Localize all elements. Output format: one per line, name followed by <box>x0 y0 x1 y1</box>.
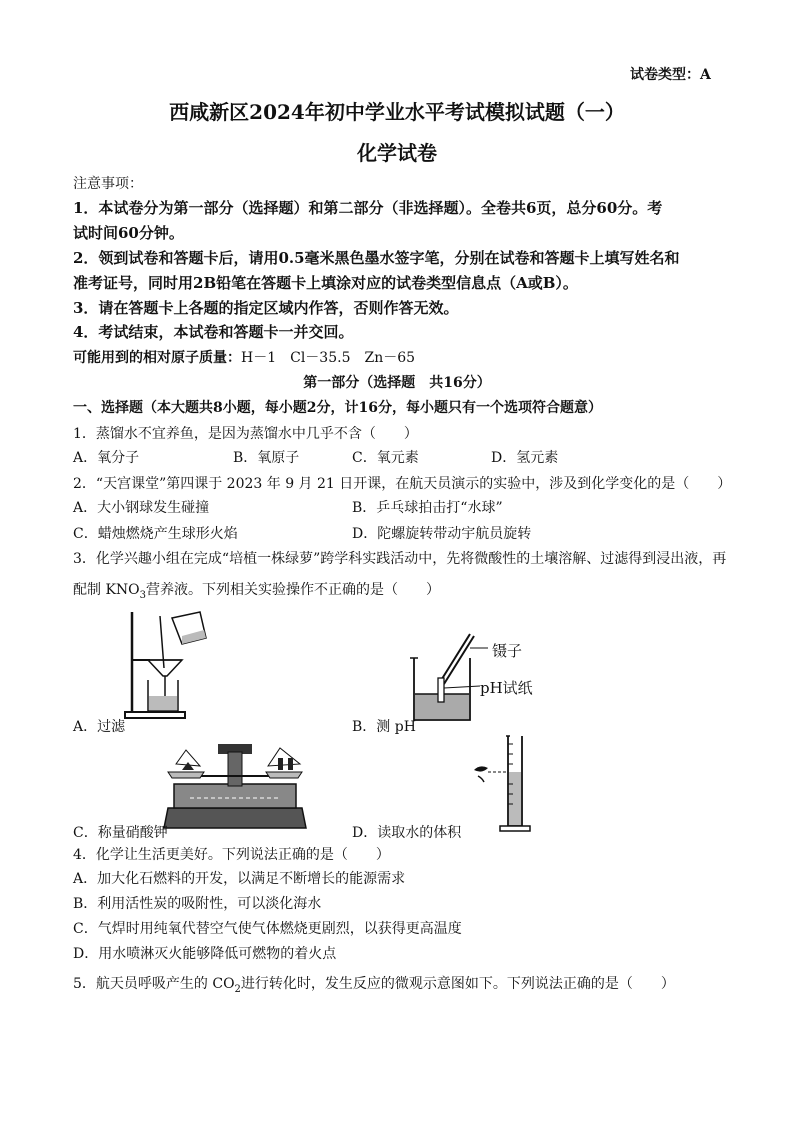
section-one-heading: 一、选择题（本大题共8小题，每小题2分，计16分，每小题只有一个选项符合题意） <box>73 400 602 416</box>
note-line-4: 准考证号，同时用2B铅笔在答题卡上填涂对应的试卷类型信息点（A或B）。 <box>73 274 578 292</box>
q3-option-a[interactable]: A．过滤 <box>73 719 126 735</box>
q4-option-b[interactable]: B．利用活性炭的吸附性，可以淡化海水 <box>73 896 322 912</box>
q3-option-d[interactable]: D．读取水的体积 <box>352 825 462 841</box>
q2-option-d[interactable]: D．陀螺旋转带动宇航员旋转 <box>352 526 532 542</box>
q1-option-d[interactable]: D．氢元素 <box>491 450 559 466</box>
balance-scale-figure <box>160 736 310 832</box>
q1-option-c[interactable]: C．氧元素 <box>352 450 419 466</box>
part-one-heading: 第一部分（选择题 共16分） <box>303 375 491 391</box>
q4-option-c[interactable]: C．气焊时用纯氧代替空气使气体燃烧更剧烈，以获得更高温度 <box>73 921 462 937</box>
q4-option-a[interactable]: A．加大化石燃料的开发，以满足不断增长的能源需求 <box>73 871 406 887</box>
q2-stem: 2．“天宫课堂”第四课于 2023 年 9 月 21 日开课，在航天员演示的实验中，涉及到化学变化的是（ ） <box>73 476 732 492</box>
paper-type-label: 试卷类型：A <box>630 67 711 83</box>
q2-option-b[interactable]: B．乒乓球拍击打“水球” <box>352 500 503 516</box>
q3-stem-line1: 3．化学兴趣小组在完成“培植一株绿萝”跨学科实践活动中，先将微酸性的土壤溶解、过滤得到浸出液，再 <box>73 551 727 567</box>
note-line-6: 4．考试结束，本试卷和答题卡一并交回。 <box>73 323 354 341</box>
q2-option-c[interactable]: C．蜡烛燃烧产生球形火焰 <box>73 526 238 542</box>
note-line-2: 试时间60分钟。 <box>73 224 184 242</box>
q2-option-a[interactable]: A．大小钢球发生碰撞 <box>73 500 210 516</box>
note-line-1: 1．本试卷分为第一部分（选择题）和第二部分（非选择题）。全卷共6页，总分60分。考 <box>73 199 663 217</box>
ph-paper-label: pH试纸 <box>480 679 533 697</box>
atomic-mass-values: H－1 Cl－35.5 Zn－65 <box>241 350 416 366</box>
q5-stem: 5．航天员呼吸产生的 $CO_2$进行转化时，发生反应的微观示意图如下。下列说法正确的是（ ） <box>73 976 675 995</box>
tweezers-label: 镊子 <box>492 642 523 660</box>
q4-option-d[interactable]: D．用水喷淋灭火能够降低可燃物的着火点 <box>73 946 337 962</box>
note-line-3: 2．领到试卷和答题卡后，请用0.5毫米黑色墨水签字笔，分别在试卷和答题卡上填写姓名和 <box>73 249 680 267</box>
filtration-apparatus-figure <box>120 608 220 723</box>
q3-option-b[interactable]: B．测 pH <box>352 719 416 735</box>
q1-option-b[interactable]: B．氧原子 <box>233 450 300 466</box>
note-line-5: 3．请在答题卡上各题的指定区域内作答，否则作答无效。 <box>73 299 459 317</box>
page-subtitle: 化学试卷 <box>357 141 437 165</box>
q4-stem: 4．化学让生活更美好。下列说法正确的是（ ） <box>73 847 390 863</box>
notes-heading: 注意事项： <box>73 176 143 192</box>
q1-option-a[interactable]: A．氧分子 <box>73 450 140 466</box>
atomic-mass-label: 可能用到的相对原子质量： <box>73 350 241 366</box>
q1-stem: 1．蒸馏水不宜养鱼，是因为蒸馏水中几乎不含（ ） <box>73 426 418 442</box>
graduated-cylinder-figure <box>470 734 540 834</box>
page-title: 西咸新区2024年初中学业水平考试模拟试题（一） <box>169 100 625 124</box>
atomic-mass-line <box>73 347 415 367</box>
q3-option-c[interactable]: C．称量硝酸钾 <box>73 825 168 841</box>
q3-stem-line2: 配制 $KNO_3$营养液。下列相关实验操作不正确的是（ ） <box>73 582 441 601</box>
